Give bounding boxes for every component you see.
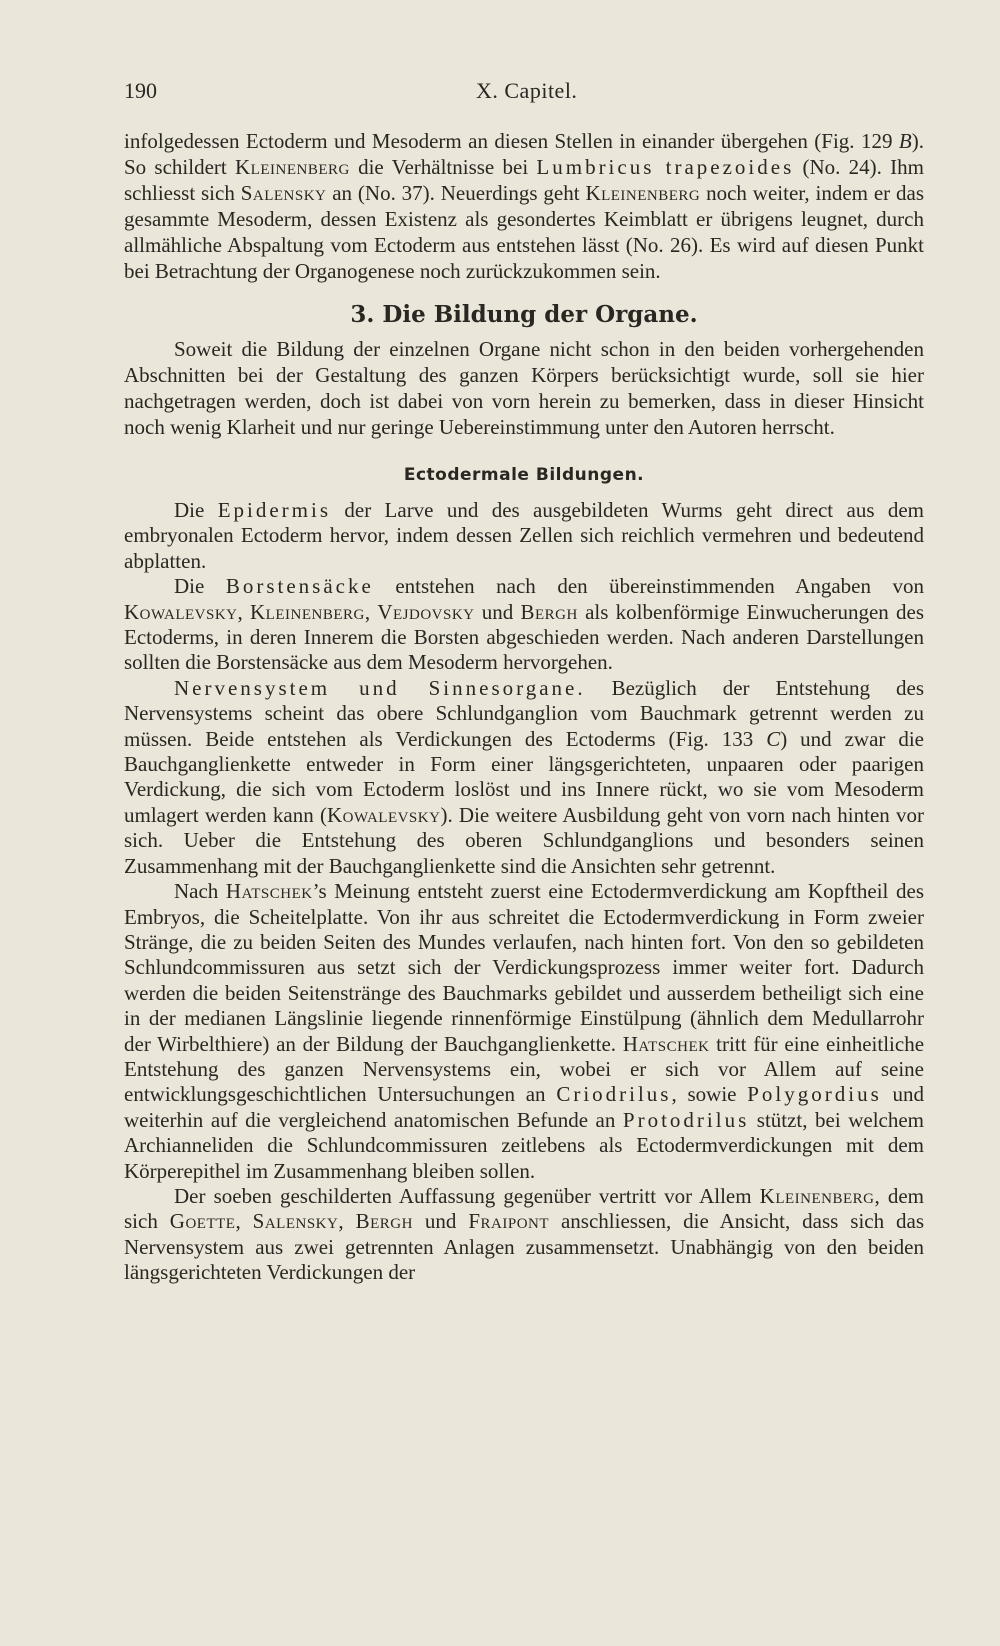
- paragraph-nervensystem: Nervensystem und Sinnesorgane. Bezüglich der Entstehung des Nervensystems scheint das obere Schlundganglion vom Bauchmark getrennt werden zu müssen. Beide entstehen als Verdickungen des Ectoderms (Fig. 133 C) und zwar die Bauchganglienkette entweder in Form einer längsgerichteten, unpaaren oder paarigen Verdickung, die sich vom Ectoderm loslöst und ins Innere rückt, wo sie vom Mesoderm umlagert werden kann (Kowalevsky). Die weitere Ausbildung geht von vorn nach hinten vor sich. Ueber die Entstehung des oberen Schlundganglions und besonders seinen Zusammenhang mit der Bauchganglienkette sind die Ansichten sehr getrennt.: [124, 675, 924, 878]
- paragraph-epidermis: Die Epidermis der Larve und des ausgebildeten Wurms geht direct aus dem embryonalen Ectoderm hervor, indem dessen Zellen sich reichlich vermehren und bedeutend abplatten.: [124, 498, 925, 573]
- body-text: [124, 128, 924, 1286]
- paragraph-mesoderm: infolgedessen Ectoderm und Mesoderm an diesen Stellen in einander übergehen (Fig. 129 B). So schildert Kleinenberg die Verhältnisse bei Lumbricus trapezoides (No. 24). Ihm schliesst sich Salensky an (No. 37). Neuerdings geht Kleinenberg noch weiter, indem er das gesammte Mesoderm, dessen Existenz als gesondertes Keimblatt er übrigens leugnet, durch allmähliche Abspaltung vom Ectoderm aus entstehen lässt (No. 26). Es wird auf diesen Punkt bei Betrachtung der Organogenese noch zurückzukommen sein.: [124, 129, 925, 283]
- paragraph-intro-organs: Soweit die Bildung der einzelnen Organe nicht schon in den beiden vorhergehenden Abschnitten bei der Gestaltung des ganzen Körpers berücksichtigt wurde, soll sie hier nachgetragen werden, doch ist dabei von vorn herein zu bemerken, dass in dieser Hinsicht noch wenig Klarheit und nur geringe Uebereinstimmung unter den Autoren herrscht.: [124, 337, 924, 439]
- paragraph-borstensaecke: Die Borstensäcke entstehen nach den übereinstimmenden Angaben von Kowalevsky, Kleinenberg, Vejdovsky und Bergh als kolbenförmige Einwucherungen des Ectoderms, in deren Innerem die Borsten abgeschieden werden. Nach anderen Darstellungen sollten die Borstensäcke aus dem Mesoderm hervorgehen.: [124, 574, 925, 675]
- paragraph-hatschek: Nach Hatschek’s Meinung entsteht zuerst eine Ectodermverdickung am Kopftheil des Embryos, die Scheitelplatte. Von ihr aus schreitet die Ectodermverdickung in Form zweier Stränge, die zu beiden Seiten des Mundes verlaufen, nach hinten fort. Von den so gebildeten Schlundcommissuren aus setzt sich der Verdickungsprozess immer weiter fort. Dadurch werden die beiden Seitenstränge des Bauchmarks gebildet und ausserdem betheiligt sich eine in der medianen Längslinie liegende rinnenförmige Einstülpung (ähnlich dem Medullarrohr der Wirbelthiere) an der Bildung der Bauchganglienkette. Hatschek tritt für eine einheitliche Entstehung des ganzen Nervensystems ein, wobei er sich vor Allem auf seine entwicklungsgeschichtlichen Untersuchungen an Criodrilus, sowie Polygordius und weiterhin auf die vergleichend anatomischen Befunde an Protodrilus stützt, bei welchem Archianneliden die Schlundcommissuren zeitlebens als Ectodermverdickungen mit dem Körperepithel im Zusammenhang bleiben sollen.: [124, 879, 925, 1183]
- book-page: [124, 0, 924, 1646]
- running-head: [124, 78, 924, 108]
- page-number: 190: [124, 78, 157, 103]
- lower-text: [124, 498, 924, 1286]
- section-heading: 3. Die Bildung der Organe.: [350, 301, 698, 328]
- chapter-title: X. Capitel.: [476, 78, 578, 103]
- paragraph-kleinenberg: Der soeben geschilderten Auffassung gegenüber vertritt vor Allem Kleinenberg, dem sich Goette, Salensky, Bergh und Fraipont anschliessen, die Ansicht, dass sich das Nervensystem aus zwei getrennten Anlagen zusammensetzt. Unabhängig von den beiden längsgerichteten Verdickungen der: [124, 1183, 925, 1285]
- subsection-heading: Ectodermale Bildungen.: [403, 465, 645, 485]
